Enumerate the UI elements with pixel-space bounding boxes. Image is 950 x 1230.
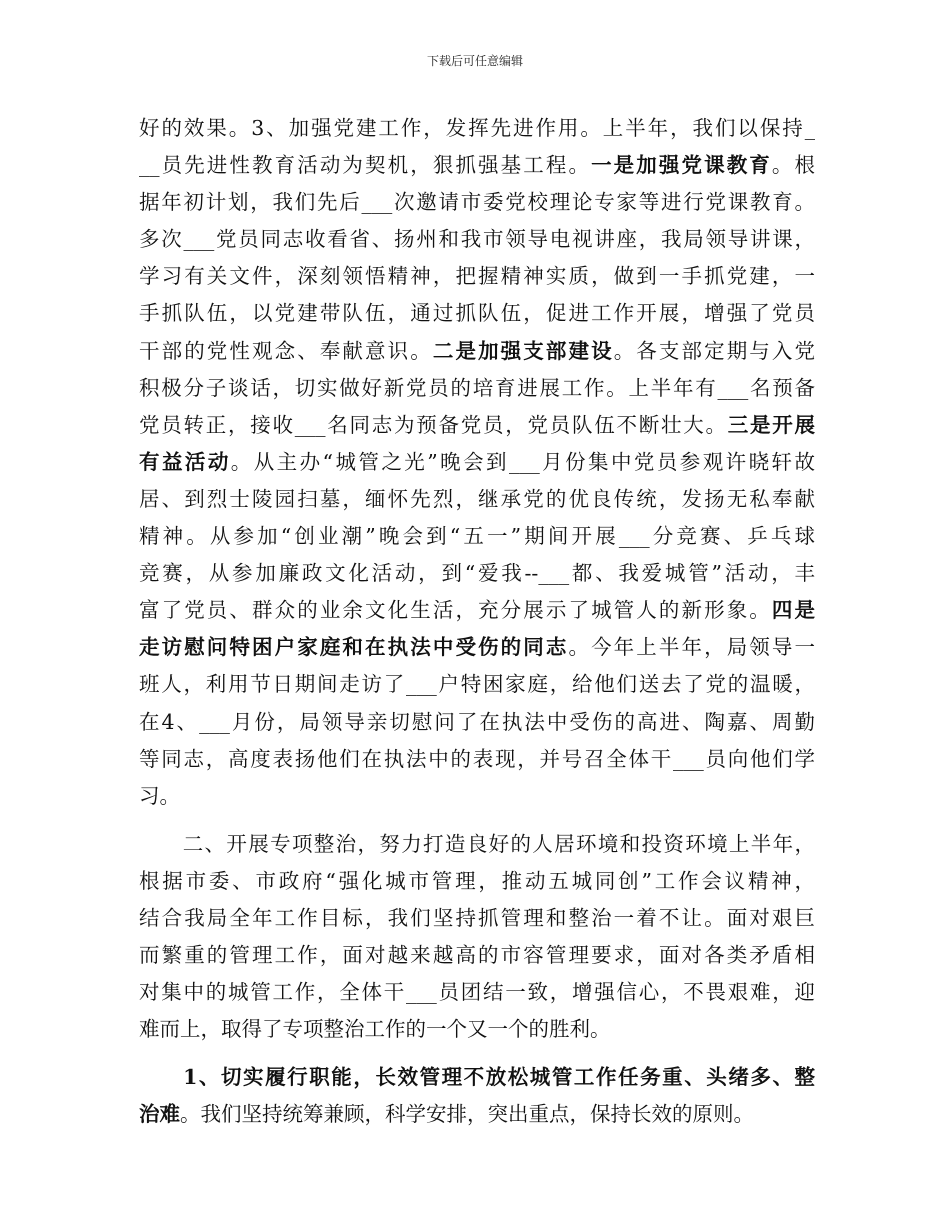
text-line (139, 974, 815, 1011)
body-text: 多次___党员同志收看省、扬州和我市领导电视讲座，我局领导讲课， (139, 227, 815, 252)
text-line (139, 110, 815, 147)
text-line (139, 741, 815, 778)
body-text: 等同志，高度表扬他们在执法中的表现，并号召全体干___员向他们学 (139, 746, 815, 771)
text-line (139, 629, 815, 666)
bold-heading-text: 三是开展 (727, 412, 815, 437)
body-text: 在4、___月份，局领导亲切慰问了在执法中受伤的高进、陶嘉、周勤 (139, 709, 815, 734)
text-line (139, 937, 815, 974)
text-line (139, 1096, 815, 1133)
body-text: 精神。从参加“创业潮”晚会到“五一”期间开展___分竞赛、乒乓球 (139, 524, 815, 549)
text-line (139, 481, 815, 518)
text-line (139, 1059, 815, 1096)
body-text: 难而上，取得了专项整治工作的一个又一个的胜利。 (139, 1017, 611, 1042)
text-line (139, 1011, 815, 1048)
body-text: 。根 (771, 153, 816, 178)
body-text: 二、开展专项整治，努力打造良好的人居环境和投资环境上半年， (139, 831, 815, 856)
body-text: 。我们坚持统筹兼顾，科学安排，突出重点，保持长效的原则。 (180, 1102, 754, 1127)
body-text: 结合我局全年工作目标，我们坚持抓管理和整治一着不让。面对艰巨 (139, 905, 815, 930)
text-line (139, 147, 815, 184)
text-line (139, 518, 815, 555)
body-text: 习。 (139, 783, 180, 808)
text-line (139, 184, 815, 221)
text-line (139, 407, 815, 444)
text-line (139, 666, 815, 703)
bold-heading-text: 走访慰问特困户家庭和在执法中受伤的同志 (139, 635, 569, 660)
paragraph (139, 110, 815, 815)
body-text: 据年初计划，我们先后___次邀请市委党校理论专家等进行党课教育。 (139, 190, 815, 215)
document-body (139, 110, 815, 1134)
body-text: __员先进性教育活动为契机，狠抓强基工程。 (139, 153, 592, 178)
bold-heading-text: 一是加强党课教育 (591, 153, 772, 178)
text-line (139, 370, 815, 407)
body-text: 竞赛，从参加廉政文化活动，到“爱我--___都、我爱城管”活动，丰 (139, 561, 815, 586)
text-line (139, 444, 815, 481)
body-text: 富了党员、群众的业余文化生活，充分展示了城管人的新形象。 (139, 598, 772, 623)
body-text: 手抓队伍，以党建带队伍，通过抓队伍，促进工作开展，增强了党员 (139, 301, 815, 326)
body-text: 干部的党性观念、奉献意识。 (139, 338, 433, 363)
text-line (139, 826, 815, 863)
text-line (139, 592, 815, 629)
body-text: 。今年上半年，局领导一 (568, 635, 816, 660)
text-line (139, 258, 815, 295)
text-line (139, 333, 815, 370)
paragraph (139, 1059, 815, 1133)
paragraph-gap (139, 1048, 815, 1059)
paragraph-gap (139, 815, 815, 826)
text-line (139, 555, 815, 592)
text-line (139, 704, 815, 741)
body-text: 居、到烈士陵园扫墓，缅怀先烈，继承党的优良传统，发扬无私奉献 (139, 486, 815, 511)
body-text: 班人，利用节日期间走访了___户特困家庭，给他们送去了党的温暖， (139, 672, 815, 697)
text-line (139, 778, 815, 815)
body-text: 。各支部定期与入党 (613, 338, 816, 363)
body-text: 积极分子谈话，切实做好新党员的培育进展工作。上半年有___名预备 (139, 375, 815, 400)
bold-heading-text: 1、切实履行职能，长效管理不放松城管工作任务重、头绪多、整 (139, 1065, 815, 1090)
body-text: 。从主办“城管之光”晚会到___月份集中党员参观许晓轩故 (230, 449, 815, 474)
bold-heading-text: 四是 (771, 598, 816, 623)
text-line (139, 221, 815, 258)
body-text: 学习有关文件，深刻领悟精神，把握精神实质，做到一手抓党建，一 (139, 264, 815, 289)
body-text: 好的效果。3、加强党建工作，发挥先进作用。上半年，我们以保持_ (139, 116, 815, 140)
bold-heading-text: 有益活动 (139, 449, 231, 474)
paragraph (139, 826, 815, 1049)
body-text: 党员转正，接收___名同志为预备党员，党员队伍不断壮大。 (139, 412, 728, 437)
body-text: 对集中的城管工作，全体干___员团结一致，增强信心，不畏艰难，迎 (139, 980, 815, 1005)
text-line (139, 295, 815, 332)
bold-heading-text: 二是加强支部建设 (432, 338, 614, 363)
body-text: 根据市委、市政府“强化城市管理，推动五城同创”工作会议精神， (139, 868, 815, 893)
text-line (139, 900, 815, 937)
bold-heading-text: 治难 (139, 1102, 180, 1127)
page-header: 下载后可任意编辑 (426, 54, 523, 68)
body-text: 而繁重的管理工作，面对越来越高的市容管理要求，面对各类矛盾相 (139, 943, 815, 968)
text-line (139, 863, 815, 900)
